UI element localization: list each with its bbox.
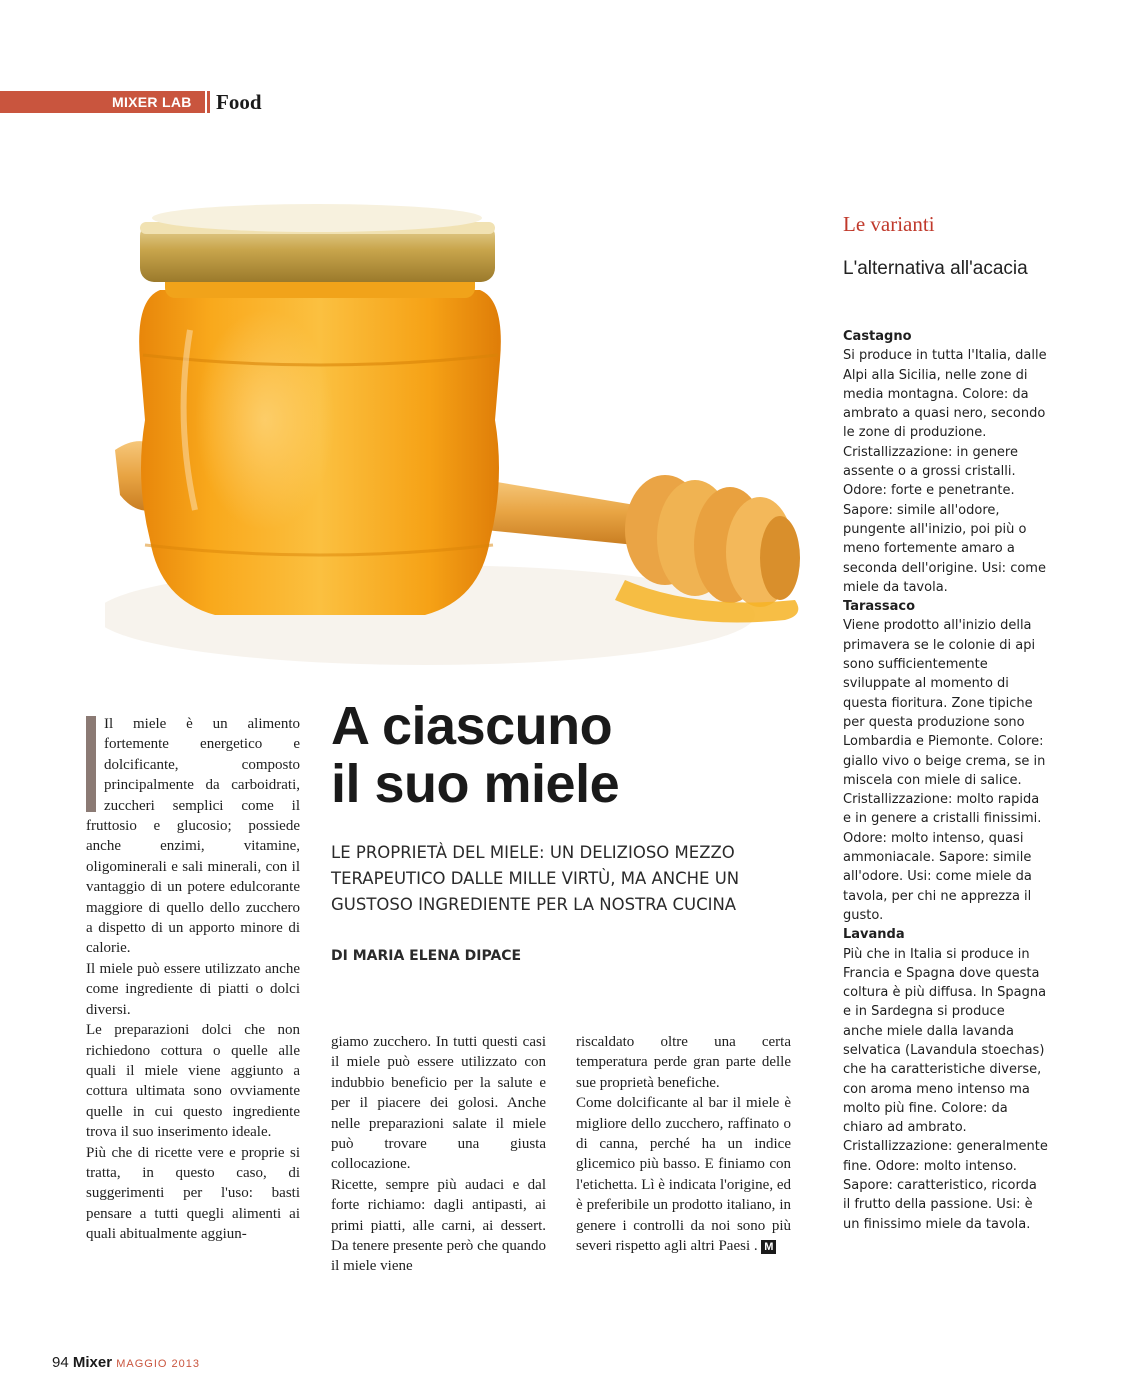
paragraph: riscaldato oltre una certa temperatura perde gran parte delle sue proprietà benefiche.: [576, 1034, 791, 1091]
title-line-1: A ciascuno: [331, 696, 613, 756]
paragraph: Le preparazioni dolci che non richiedono cottura o quelle alle quali il miele viene aggiunto a cottura ultimata sono ovviamente quelle in cui questo ingrediente trova il suo inserimento ideale.: [86, 1022, 300, 1141]
paragraph: [576, 1093, 791, 1256]
variant-text-tarassaco: Viene prodotto all'inizio della primavera se le colonie di api sono sufficientemente sviluppate al momento di questa fioritura. Zone tipiche per questa produzione sono Lombardia e Piemonte. Colore: giallo vivo o beige crema, se in miscela con miele di salice. Cristallizzazione: molto rapida e in genere a cristalli finissimi. Odore: molto intenso, quasi ammoniacale. Sapore: simile all'odore. Usi: come miele da tavola, per chi ne apprezza il gusto.: [843, 618, 1046, 923]
sidebar-title: Le varianti: [843, 212, 935, 236]
page-footer: [52, 1354, 200, 1371]
variant-heading-lavanda: Lavanda: [843, 927, 905, 943]
section-divider: [207, 91, 210, 113]
paragraph: Il miele è un alimento fortemente energetico e dolcificante, composto principalmente da carboidrati, zuccheri semplici come il fruttosio e glucosio; possiede anche enzimi, vitamine, oligominerali e sali minerali, con il vantaggio di un potere edulcorante maggiore di quello dello zucchero a dispetto di un apporto minore di calorie.: [86, 716, 300, 957]
article-title: [331, 697, 619, 813]
magazine-name: Mixer: [72, 1354, 113, 1371]
variant-text-lavanda: Più che in Italia si produce in Francia e Spagna dove questa coltura è più diffusa. In Spagna e in Sardegna si produce anche miele dalla lavanda selvatica (Lavandula stoechas) che ha caratteristiche diverse, con aroma meno intenso ma molto più fine. Colore: da chiaro ad ambrato. Cristallizzazione: generalmente fine. Odore: molto intenso. Sapore: caratteristico, ricorda il frutto della passione. Usi: è un finissimo miele da tavola.: [843, 946, 1048, 1232]
paragraph: Il miele può essere utilizzato anche come ingrediente di piatti o dolci diversi.: [86, 960, 300, 1018]
paragraph: giamo zucchero. In tutti questi casi il miele può essere utilizzato con indubbio beneficio per la salute e per il piacere dei golosi. Anche nelle preparazioni salate il miele può trovare una giusta collocazione.: [331, 1034, 546, 1173]
body-column-1: [86, 714, 300, 1245]
honey-jar-photo: [105, 160, 825, 720]
page-number: 94: [52, 1354, 69, 1371]
end-mark-icon: M: [761, 1240, 776, 1254]
variant-heading-tarassaco: Tarassaco: [843, 599, 916, 615]
body-column-3: [576, 1032, 791, 1256]
byline: DI MARIA ELENA DIPACE: [331, 948, 522, 964]
title-line-2: il suo miele: [331, 754, 620, 814]
drop-cap-bar: [86, 716, 96, 812]
paragraph: Ricette, sempre più audaci e dal forte richiamo: dagli antipasti, ai primi piatti, alle carni, ai dessert. Da tenere presente però che quando il miele viene: [331, 1176, 546, 1275]
body-column-2: [331, 1032, 546, 1277]
variant-text-castagno: Si produce in tutta l'Italia, dalle Alpi alla Sicilia, nelle zone di media montagna. Colore: da ambrato a quasi nero, secondo le zone di produzione. Cristallizzazione: in genere assente o a grossi cristalli. Odore: forte e penetrante. Sapore: simile all'odore, pungente all'inizio, poi più o meno fortemente amaro a seconda dell'origine. Usi: come miele da tavola.: [843, 348, 1047, 595]
article-subtitle: LE PROPRIETÀ DEL MIELE: UN DELIZIOSO MEZZO TERAPEUTICO DALLE MILLE VIRTÙ, MA ANCHE UN GUSTOSO INGREDIENTE PER LA NOSTRA CUCINA: [331, 843, 740, 914]
section-label: MIXER LAB: [112, 94, 192, 110]
sidebar-subtitle: L'alternativa all'acacia: [843, 258, 1028, 279]
topic-label: Food: [216, 90, 262, 114]
paragraph: Più che di ricette vere e proprie si tratta, in questo caso, di suggerimenti per l'uso: basti pensare a tutti quegli alimenti ai quali abitualmente aggiun-: [86, 1144, 300, 1243]
sidebar-body: [843, 327, 1048, 1234]
issue-date: MAGGIO 2013: [116, 1358, 200, 1370]
variant-heading-castagno: Castagno: [843, 329, 912, 344]
paragraph-text: Come dolcificante al bar il miele è migliore dello zucchero, raffinato o di canna, perché ha un indice glicemico più basso. E finiamo con l'etichetta. Lì è indicata l'origine, ed è preferibile un prodotto italiano, in genere i controlli da noi sono più severi rispetto agli altri Paesi .: [576, 1095, 791, 1255]
